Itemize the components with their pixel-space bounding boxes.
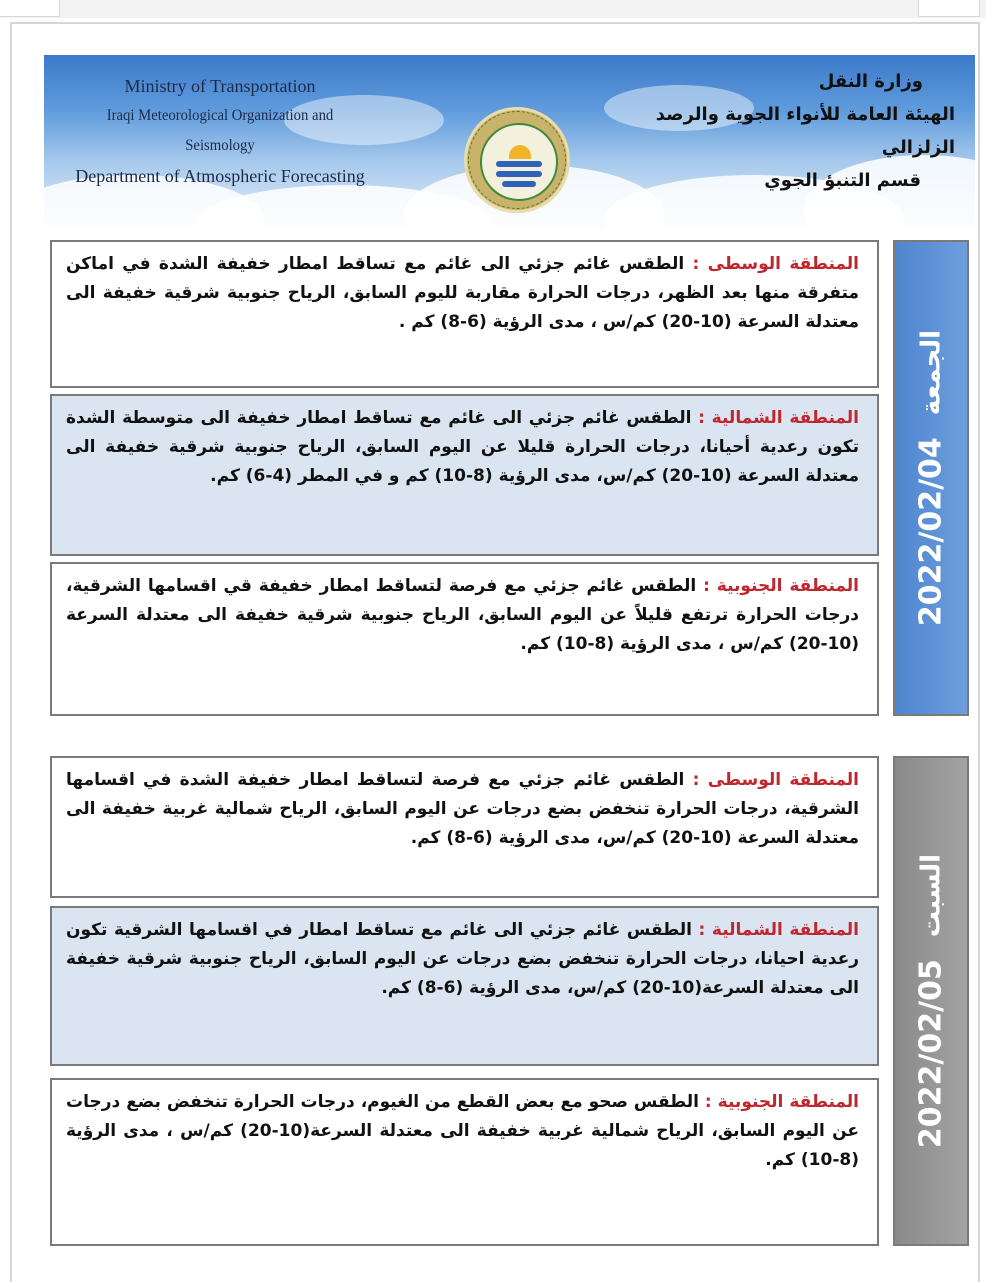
- region-forecast-text: الطقس غائم جزئي الى غائم مع تساقط امطار في اقسامها الشرقية تكون رعدية احيانا، درجات الحرارة تنخفض بضع درجات عن اليوم السابق، الرياح جنوبية شرقية خفيفة الى معتدلة السرعة(10-20) كم/س، مدى الرؤية (6-8) كم.: [66, 920, 859, 998]
- arabic-title-block: [595, 65, 955, 197]
- region-name: المنطقة الوسطى :: [692, 770, 859, 790]
- day2-column: [893, 756, 969, 1246]
- forecast-day2-central: [50, 756, 879, 898]
- region-forecast-text: الطقس غائم جزئي مع فرصة لتساقط امطار خفيفة الشدة في اقسامها الشرقية، درجات الحرارة تنخفض بضع درجات عن اليوم السابق، الرياح شمالية غربية خفيفة الى معتدلة السرعة (10-20) كم/س، مدى الرؤية (6-8) كم.: [66, 770, 859, 848]
- region-forecast-text: الطقس غائم جزئي الى غائم مع تساقط امطار خفيفة الى متوسطة الشدة تكون رعدية أحيانا، درجات الحرارة قليلا عن اليوم السابق، الرياح جنوبية شرقية خفيفة الى معتدلة السرعة (10-20) كم/س، مدى الرؤية (8-10) كم و في المطر (4-6) كم.: [66, 408, 859, 486]
- department-name-ar: قسم التنبؤ الجوي: [764, 170, 921, 191]
- region-forecast-text: الطقس غائم جزئي الى غائم مع تساقط امطار خفيفة الشدة في اماكن متفرقة منها بعد الظهر، درجات الحرارة مقاربة لليوم السابق، الرياح جنوبية شرقية خفيفة الى معتدلة السرعة (10-20) كم/س ، مدى الرؤية (6-8) كم .: [66, 254, 859, 332]
- region-name: المنطقة الشمالية :: [698, 920, 860, 940]
- region-forecast-text: الطقس صحو مع بعض القطع من الغيوم، درجات الحرارة تنخفض بضع درجات عن اليوم السابق، الرياح شمالية غربية خفيفة الى معتدلة السرعة(10-20) كم/س ، مدى الرؤية (8-10) كم.: [66, 1092, 859, 1170]
- region-name: المنطقة الجنوبية :: [703, 576, 860, 596]
- forecast-day2-south: [50, 1078, 879, 1246]
- region-forecast-text: الطقس غائم جزئي مع فرصة لتساقط امطار خفيفة قي اقسامها الشرقية، درجات الحرارة ترتفع قليلاً عن اليوم السابق، الرياح جنوبية شرقية خفيفة الى معتدلة السرعة (10-20) كم/س ، مدى الرؤية (8-10) كم.: [66, 576, 859, 654]
- viewer-top-strip: [0, 0, 986, 18]
- organization-seal-logo: [464, 107, 570, 213]
- previous-page-edge-right: [918, 0, 980, 17]
- day2-label: [914, 854, 949, 1148]
- department-name-en: Department of Atmospheric Forecasting: [75, 166, 365, 186]
- header-banner: [44, 55, 975, 228]
- organization-name-ar: الهيئة العامة للأنواء الجوية والرصد الزلزالي: [655, 104, 955, 158]
- day1-name: الجمعة: [916, 329, 946, 416]
- english-title-block: [60, 71, 380, 191]
- forecast-day1-central: [50, 240, 879, 388]
- region-name: المنطقة الجنوبية :: [704, 1092, 859, 1112]
- region-name: المنطقة الشمالية :: [698, 408, 859, 428]
- forecast-day1-north: [50, 394, 879, 556]
- forecast-day1-south: [50, 562, 879, 716]
- region-name: المنطقة الوسطى :: [692, 254, 859, 274]
- day2-date: 2022/02/05: [913, 959, 949, 1149]
- organization-name-en: Iraqi Meteorological Organization and Seismology: [106, 107, 334, 154]
- ministry-name-en: Ministry of Transportation: [124, 76, 316, 96]
- ministry-name-ar: وزارة النقل: [818, 71, 923, 92]
- day1-label: [914, 330, 949, 626]
- previous-page-edge: [0, 0, 60, 17]
- day2-name: السبت: [916, 853, 946, 938]
- day1-date: 2022/02/04: [913, 437, 949, 627]
- forecast-day2-north: [50, 906, 879, 1066]
- day1-column: [893, 240, 969, 716]
